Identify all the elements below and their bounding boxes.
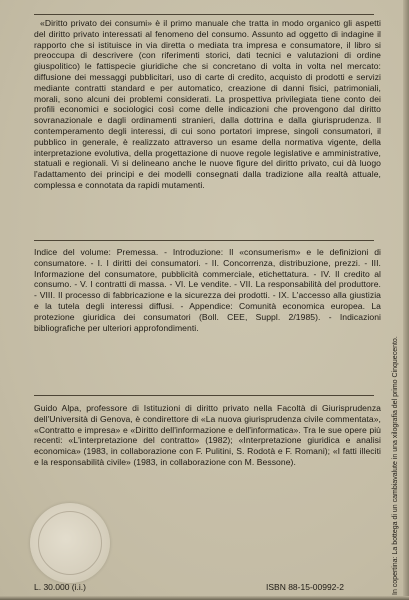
price-label: L. 30.000 (i.i.) bbox=[34, 582, 86, 592]
top-rule bbox=[34, 14, 374, 15]
page-edge-right bbox=[403, 0, 409, 600]
author-bio-paragraph: Guido Alpa, professore di Istituzioni di diritto privato nella Facoltà di Giurisprudenza dell'Università di Genova, è condirettore di «La nuova giurisprudenza civile commentata», «Contratto e impresa» e «Diritto dell'informazione e dell'informatica». Tra le sue opere più recenti: «L'interpretazione del contratto» (1982); «Interpretazione giuridica e analisi economica» (1983, in collaborazione con F. Pulitini, S. Rodotà e F. Romani); «I fatti illeciti e la responsabilità civile» (1983, in collaborazione con M. Bessone). bbox=[34, 403, 381, 467]
stamp-ring bbox=[38, 511, 102, 575]
description-paragraph: «Diritto privato dei consumi» è il primo manuale che tratta in modo organico gli aspetti del diritto privato interessati al fenomeno del consumo. Assunto ad oggetto di indagine il rapporto che si istituisce in via diretta o mediata tra impresa e consumatore, il libro si preoccupa di descrivere (con riferimenti storici, dati tecnici e valutazioni di ordine giuspolitico) le fattispecie giuridiche che si concretano di volta in volta nel mercato: diffusione dei messaggi pubblicitari, uso di carte di credito, acquisto di prodotti e servizi mediante contratti standard e per automatico, creazione di danni fisici, patrimoniali, morali, sono alcuni dei problemi considerati. La prospettiva privilegiata tiene conto dei profili economici e sociologici così come delle indicazioni che provengono dal diritto sovranazionale e dagli ordinamenti stranieri, dalla dottrina e dalla giurisprudenza. Il contemperamento degli interessi, di cui sono portatori imprese, singoli consumatori, il pubblico in generale, è realizzato attraverso un esame della normativa vigente, della interpretazione evolutiva, della progettazione di nuove regole legislative e amministrative, statuali e regionali. Vi si delineano anche le nuove figure del diritto privato, cui dà luogo l'adattamento dei principi e dei modelli consegnati dalla tradizione alla realtà attuale, complessa e connotata da rapidi mutamenti. bbox=[34, 18, 381, 190]
divider-rule-1 bbox=[34, 240, 374, 241]
divider-rule-2 bbox=[34, 395, 374, 396]
cover-caption: In copertina: La bottega di un cambiavalute in una xilografia del primo Cinquecento. bbox=[392, 336, 399, 595]
library-stamp-icon bbox=[30, 503, 110, 583]
contents-paragraph: Indice del volume: Premessa. - Introduzione: Il «consumerism» e le definizioni di consumatore. - I. I diritti dei consumatori. - II. Concorrenza, distribuzione, prezzi. - III. Informazione del consumatore, pubblicità commerciale, etichettatura. - IV. Il credito al consumo. - V. I contratti di massa. - VI. Le vendite. - VII. La responsabilità del produttore. - VIII. Il processo di fabbricazione e la sicurezza dei prodotti. - IX. L'accesso alla giustizia e la tutela degli interessi diffusi. - Appendice: Comunità economica europea. La protezione giuridica dei consumatori (Boll. CEE, Suppl. 2/1985). - Indicazioni bibliografiche per ulteriori approfondimenti. bbox=[34, 247, 381, 333]
page-edge-bottom bbox=[0, 596, 409, 600]
isbn-label: ISBN 88-15-00992-2 bbox=[266, 582, 344, 592]
